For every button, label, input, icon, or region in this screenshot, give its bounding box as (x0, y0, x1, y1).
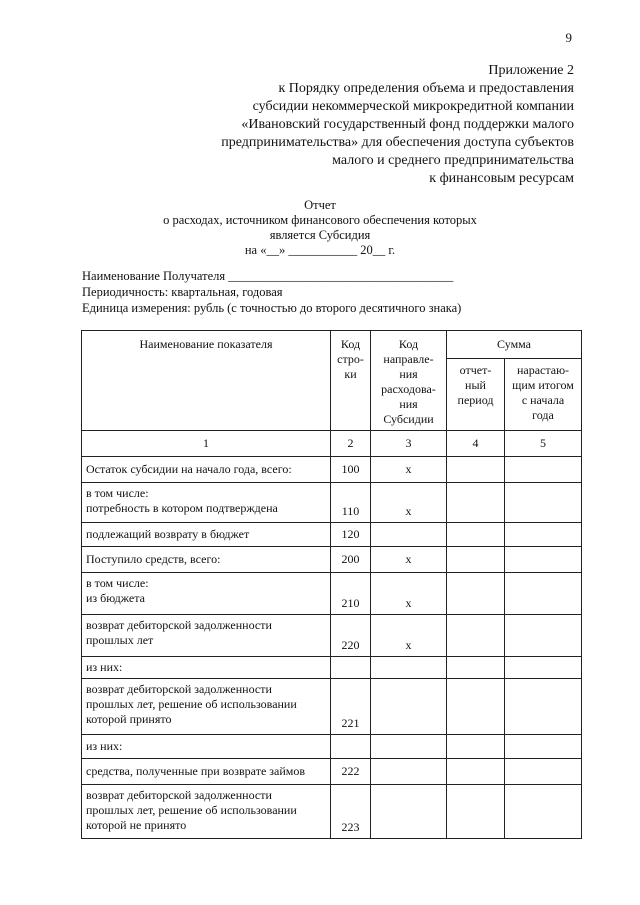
report-meta (82, 268, 461, 316)
line-code: 221 (331, 679, 371, 735)
table-row (82, 785, 582, 839)
direction-code: x (371, 615, 447, 657)
indicator-name-line: прошлых лет (86, 633, 154, 647)
line-code: 120 (331, 523, 371, 547)
cumulative-value[interactable] (505, 657, 582, 679)
table-row (82, 735, 582, 759)
header-direction-text: ния (399, 367, 418, 381)
appendix-line: к финансовым ресурсам (429, 171, 574, 186)
column-number: 5 (505, 431, 582, 457)
reporting-period-value[interactable] (447, 523, 505, 547)
column-number-row (82, 431, 582, 457)
indicator-name: из них: (82, 657, 331, 679)
cumulative-value[interactable] (505, 735, 582, 759)
appendix-line: Приложение 2 (488, 63, 574, 78)
cumulative-value[interactable] (505, 759, 582, 785)
line-code: 100 (331, 457, 371, 483)
reporting-period-value[interactable] (447, 785, 505, 839)
reporting-period-value[interactable] (447, 657, 505, 679)
header-direction-text: расходова- (381, 382, 436, 396)
direction-code: x (371, 547, 447, 573)
cumulative-value[interactable] (505, 785, 582, 839)
appendix-line: «Ивановский государственный фонд поддержки малого (241, 117, 574, 132)
appendix-line: к Порядку определения объема и предоставления (278, 81, 574, 96)
header-direction-code (371, 331, 447, 431)
cumulative-value[interactable] (505, 547, 582, 573)
indicator-name: подлежащий возврату в бюджет (82, 523, 331, 547)
report-subtitle: о расходах, источником финансового обеспечения которых (163, 213, 477, 227)
column-number: 1 (82, 431, 331, 457)
indicator-name (82, 573, 331, 615)
line-code: 223 (331, 785, 371, 839)
report-date-line: на «__» ___________ 20__ г. (244, 243, 396, 257)
header-sum: Сумма (447, 331, 582, 359)
reporting-period-value[interactable] (447, 547, 505, 573)
header-cumulative (505, 359, 582, 431)
cumulative-value[interactable] (505, 679, 582, 735)
header-line-code-text: стро- (337, 352, 364, 366)
header-indicator-name: Наименование показателя (82, 331, 331, 431)
table-row (82, 615, 582, 657)
indicator-name (82, 785, 331, 839)
cumulative-value[interactable] (505, 523, 582, 547)
report-table (81, 330, 582, 839)
header-line-code-text: Код (340, 337, 361, 351)
appendix-line: малого и среднего предпринимательства (332, 153, 574, 168)
line-code: 220 (331, 615, 371, 657)
indicator-name-line: потребность в котором подтверждена (86, 501, 278, 515)
cumulative-value[interactable] (505, 573, 582, 615)
indicator-name-line: возврат дебиторской задолженности (86, 618, 272, 632)
indicator-name-line: в том числе: (86, 486, 149, 500)
header-reporting-period (447, 359, 505, 431)
indicator-name-line: возврат дебиторской задолженности (86, 788, 272, 802)
page-number: 9 (565, 30, 572, 45)
header-direction-text: направле- (383, 352, 434, 366)
cumulative-value[interactable] (505, 615, 582, 657)
line-code (331, 735, 371, 759)
column-number: 2 (331, 431, 371, 457)
indicator-name (82, 615, 331, 657)
header-cumulative-text: года (532, 408, 554, 422)
indicator-name-line: из бюджета (86, 591, 145, 605)
direction-code: x (371, 457, 447, 483)
recipient-line: Наименование Получателя ____________________________________ (82, 269, 454, 283)
table-row (82, 457, 582, 483)
header-period-text: период (457, 393, 494, 407)
table-row (82, 573, 582, 615)
appendix-line: предпринимательства» для обеспечения доступа субъектов (221, 135, 574, 150)
reporting-period-value[interactable] (447, 615, 505, 657)
line-code: 210 (331, 573, 371, 615)
appendix-line: субсидии некоммерческой микрокредитной компании (252, 99, 574, 114)
header-direction-text: Субсидии (383, 412, 434, 426)
table-row (82, 679, 582, 735)
header-period-text: отчет- (459, 363, 492, 377)
reporting-period-value[interactable] (447, 457, 505, 483)
header-direction-text: ния (399, 397, 418, 411)
indicator-name-line: возврат дебиторской задолженности (86, 682, 272, 696)
reporting-period-value[interactable] (447, 759, 505, 785)
unit-line: Единица измерения: рубль (с точностью до второго десятичного знака) (82, 301, 462, 315)
indicator-name: средства, полученные при возврате займов (82, 759, 331, 785)
periodicity-line: Периодичность: квартальная, годовая (82, 285, 283, 299)
direction-code (371, 679, 447, 735)
indicator-name-line: в том числе: (86, 576, 149, 590)
column-number: 3 (371, 431, 447, 457)
report-subtitle: является Субсидия (269, 228, 371, 242)
table-row (82, 759, 582, 785)
indicator-name-line: которой принято (86, 712, 172, 726)
header-line-code-text: ки (344, 367, 357, 381)
reporting-period-value[interactable] (447, 679, 505, 735)
reporting-period-value[interactable] (447, 573, 505, 615)
header-period-text: ный (465, 378, 486, 392)
report-heading (0, 198, 640, 258)
line-code: 110 (331, 483, 371, 523)
line-code: 200 (331, 547, 371, 573)
header-cumulative-text: нарастаю- (516, 363, 570, 377)
direction-code (371, 759, 447, 785)
line-code (331, 657, 371, 679)
indicator-name: Поступило средств, всего: (82, 547, 331, 573)
appendix-block (221, 62, 574, 188)
cumulative-value[interactable] (505, 483, 582, 523)
indicator-name-line: которой не принято (86, 818, 187, 832)
table-row (82, 483, 582, 523)
direction-code (371, 523, 447, 547)
table-row (82, 657, 582, 679)
indicator-name (82, 483, 331, 523)
indicator-name-line: прошлых лет, решение об использовании (86, 803, 297, 817)
header-cumulative-text: щим итогом (512, 378, 574, 392)
header-direction-text: Код (398, 337, 419, 351)
indicator-name (82, 679, 331, 735)
table-row (82, 547, 582, 573)
indicator-name: из них: (82, 735, 331, 759)
direction-code: x (371, 573, 447, 615)
reporting-period-value[interactable] (447, 483, 505, 523)
cumulative-value[interactable] (505, 457, 582, 483)
report-title: Отчет (304, 198, 336, 212)
table-row (82, 523, 582, 547)
direction-code (371, 785, 447, 839)
indicator-name-line: прошлых лет, решение об использовании (86, 697, 297, 711)
reporting-period-value[interactable] (447, 735, 505, 759)
direction-code: x (371, 483, 447, 523)
indicator-name: Остаток субсидии на начало года, всего: (82, 457, 331, 483)
line-code: 222 (331, 759, 371, 785)
header-line-code (331, 331, 371, 431)
direction-code (371, 657, 447, 679)
column-number: 4 (447, 431, 505, 457)
direction-code (371, 735, 447, 759)
header-cumulative-text: с начала (521, 393, 565, 407)
